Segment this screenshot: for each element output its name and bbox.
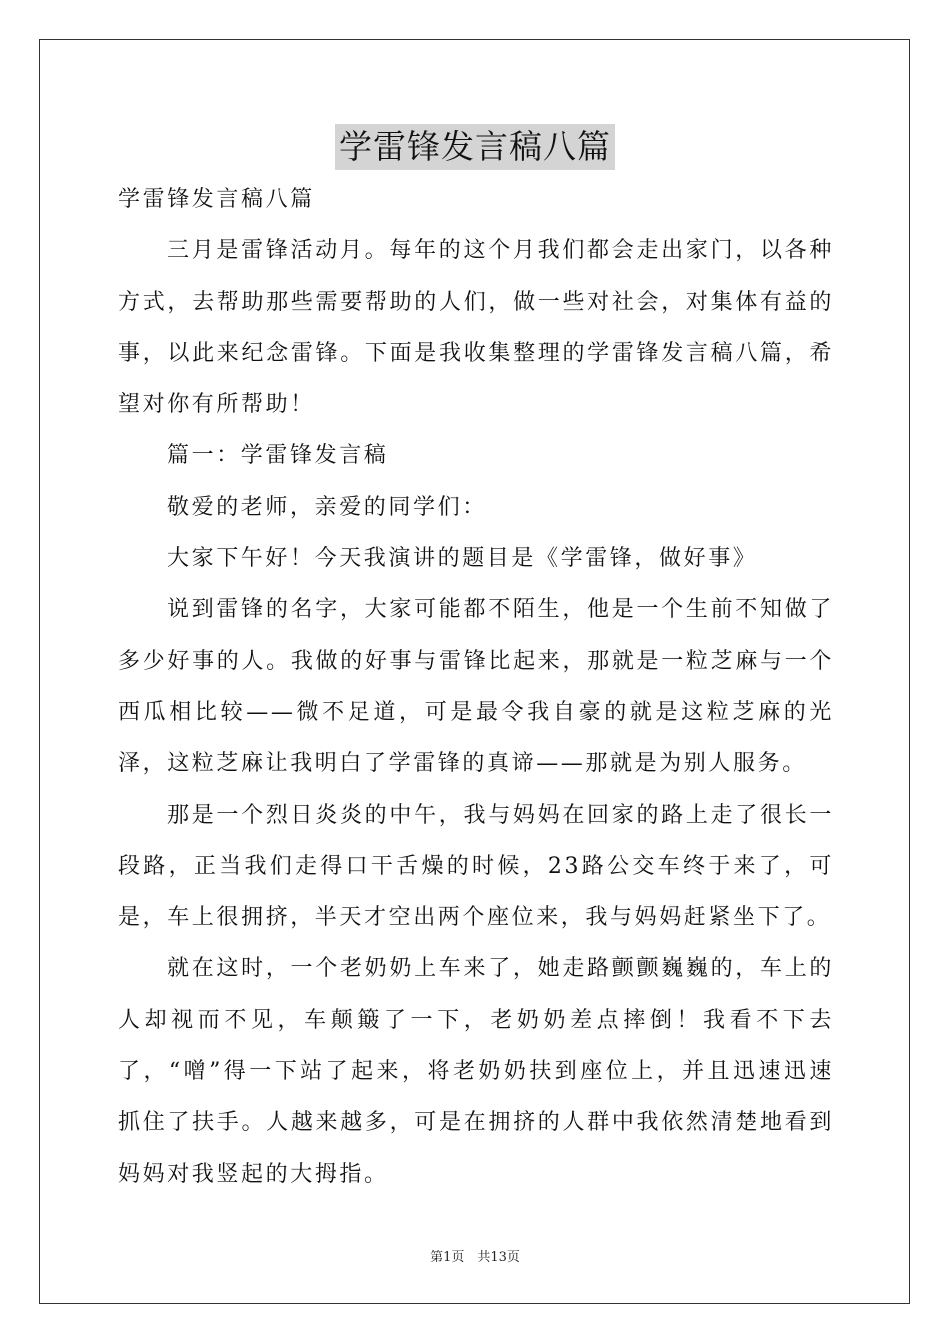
paragraph: 敬爱的老师，亲爱的同学们： <box>167 494 487 520</box>
paragraph: 就在这时，一个老奶奶上车来了，她走路颤颤巍巍的，车上的人却视而不见，车颠簸了一下，老奶奶差点摔倒！我看不下去了，“噌”得一下站了起来，将老奶奶扶到座位上，并且迅速迅速抓住了扶手。人越来越多，可是在拥挤的人群中我依然清楚地看到妈妈对我竖起的大拇指。 <box>118 956 834 1187</box>
paragraph: 篇一：学雷锋发言稿 <box>167 443 389 469</box>
paragraph: 三月是雷锋活动月。每年的这个月我们都会走出家门，以各种方式，去帮助那些需要帮助的人们，做一些对社会，对集体有益的事，以此来纪念雷锋。下面是我收集整理的学雷锋发言稿八篇，希望对你有所帮助！ <box>118 238 834 418</box>
paragraph: 那是一个烈日炎炎的中午，我与妈妈在回家的路上走了很长一段路，正当我们走得口干舌燥的时候，23路公交车终于来了，可是，车上很拥挤，半天才空出两个座位来，我与妈妈赶紧坐下了。 <box>118 802 834 931</box>
title-container <box>0 124 950 170</box>
paragraph: 学雷锋发言稿八篇 <box>118 187 315 212</box>
paragraph: 大家下午好！今天我演讲的题目是《学雷锋，做好事》 <box>167 546 758 572</box>
document-title: 学雷锋发言稿八篇 <box>335 124 615 170</box>
page-footer: 第1页 共13页 <box>430 1250 520 1265</box>
document-body <box>118 174 834 1200</box>
paragraph: 说到雷锋的名字，大家可能都不陌生，他是一个生前不知做了多少好事的人。我做的好事与雷锋比起来，那就是一粒芝麻与一个西瓜相比较——微不足道，可是最令我自豪的就是这粒芝麻的光泽，这粒芝麻让我明白了学雷锋的真谛——那就是为别人服务。 <box>118 597 834 777</box>
